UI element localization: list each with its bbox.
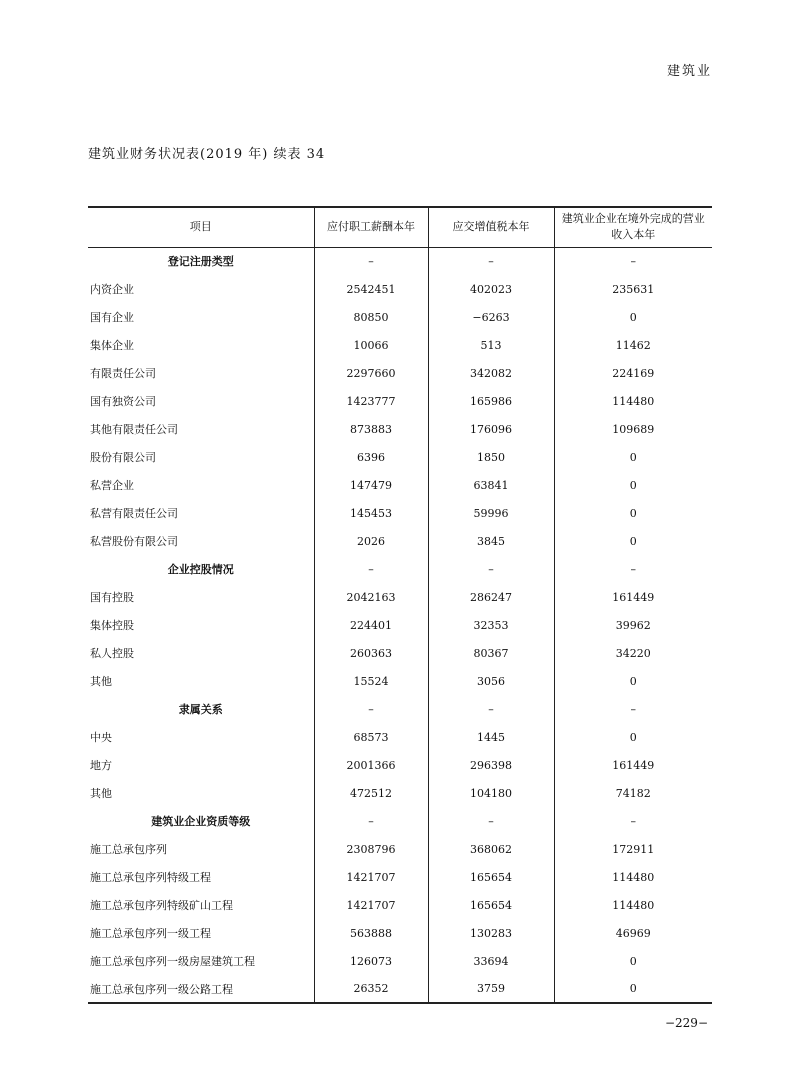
group-row (88, 807, 712, 835)
table-cell: 2001366 (314, 751, 428, 779)
table-row (88, 611, 712, 639)
table-row (88, 303, 712, 331)
table-cell: – (554, 555, 712, 583)
row-label: 集体企业 (90, 339, 134, 352)
table-cell: 2542451 (314, 275, 428, 303)
row-label: 其他有限责任公司 (90, 423, 178, 436)
table-cell: 161449 (554, 583, 712, 611)
row-label: 施工总承包序列 (90, 843, 167, 856)
table-cell: 126073 (314, 947, 428, 975)
table-cell: 165654 (428, 891, 554, 919)
table-cell: 130283 (428, 919, 554, 947)
table-cell: – (428, 695, 554, 723)
table-cell: 0 (554, 303, 712, 331)
table-row (88, 359, 712, 387)
table-row (88, 919, 712, 947)
table-cell: 2042163 (314, 583, 428, 611)
group-row (88, 555, 712, 583)
table-cell: 26352 (314, 975, 428, 1003)
table-cell: – (428, 247, 554, 275)
table-cell: 68573 (314, 723, 428, 751)
row-label: 私营有限责任公司 (90, 507, 178, 520)
table-row (88, 415, 712, 443)
table-cell: 235631 (554, 275, 712, 303)
table-cell: 145453 (314, 499, 428, 527)
table-cell: 80367 (428, 639, 554, 667)
table-cell: 472512 (314, 779, 428, 807)
table-cell: −6263 (428, 303, 554, 331)
table-cell: 0 (554, 947, 712, 975)
table-row (88, 331, 712, 359)
row-label: 其他 (90, 787, 112, 800)
row-label: 施工总承包序列一级房屋建筑工程 (90, 955, 255, 968)
table-cell: 224169 (554, 359, 712, 387)
row-label: 集体控股 (90, 619, 134, 632)
table-cell: 109689 (554, 415, 712, 443)
table-cell: 114480 (554, 863, 712, 891)
row-label: 有限责任公司 (90, 367, 156, 380)
row-label: 内资企业 (90, 283, 134, 296)
table-cell: 32353 (428, 611, 554, 639)
table-cell: 11462 (554, 331, 712, 359)
table-row (88, 779, 712, 807)
table-cell: 2308796 (314, 835, 428, 863)
table-cell: 161449 (554, 751, 712, 779)
table-row (88, 751, 712, 779)
table-cell: – (554, 247, 712, 275)
table-cell: 6396 (314, 443, 428, 471)
table-row (88, 947, 712, 975)
table-cell: 873883 (314, 415, 428, 443)
header-row (88, 207, 712, 247)
row-label: 施工总承包序列特级矿山工程 (90, 899, 233, 912)
table-caption: 建筑业财务状况表(2019 年) 续表 34 (88, 147, 326, 162)
column-header: 应交增值税本年 (428, 207, 554, 247)
table-cell: 1423777 (314, 387, 428, 415)
table-cell: 80850 (314, 303, 428, 331)
table-cell: 165654 (428, 863, 554, 891)
table-cell: 3759 (428, 975, 554, 1003)
row-label: 私营股份有限公司 (90, 535, 178, 548)
table-cell: – (314, 247, 428, 275)
table-cell: 2297660 (314, 359, 428, 387)
table-cell: 165986 (428, 387, 554, 415)
table-cell: 0 (554, 471, 712, 499)
row-label: 施工总承包序列一级工程 (90, 927, 211, 940)
table-row (88, 639, 712, 667)
table-cell: 2026 (314, 527, 428, 555)
group-label: 建筑业企业资质等级 (151, 815, 251, 828)
table-cell: – (314, 555, 428, 583)
table-cell: 172911 (554, 835, 712, 863)
column-header: 建筑业企业在境外完成的营业收入本年 (554, 207, 712, 247)
group-row (88, 247, 712, 275)
table-cell: 0 (554, 723, 712, 751)
table-cell: – (314, 807, 428, 835)
table-row (88, 527, 712, 555)
table-row (88, 975, 712, 1003)
table-cell: – (428, 807, 554, 835)
table-cell: 46969 (554, 919, 712, 947)
row-label: 其他 (90, 675, 112, 688)
table-row (88, 723, 712, 751)
table-row (88, 863, 712, 891)
table-row (88, 499, 712, 527)
table-row (88, 835, 712, 863)
table-cell: 0 (554, 975, 712, 1003)
table-row (88, 667, 712, 695)
table-cell: 33694 (428, 947, 554, 975)
column-header: 应付职工薪酬本年 (314, 207, 428, 247)
table-cell: 104180 (428, 779, 554, 807)
table-cell: 176096 (428, 415, 554, 443)
group-label: 企业控股情况 (167, 563, 234, 576)
table-cell: 296398 (428, 751, 554, 779)
group-row (88, 695, 712, 723)
table-cell: 34220 (554, 639, 712, 667)
table-cell: 63841 (428, 471, 554, 499)
table-cell: 39962 (554, 611, 712, 639)
row-label: 国有独资公司 (90, 395, 156, 408)
row-label: 地方 (90, 759, 112, 772)
section-header: 建筑业 (666, 64, 712, 79)
table-cell: 0 (554, 667, 712, 695)
table-cell: 74182 (554, 779, 712, 807)
table-cell: 342082 (428, 359, 554, 387)
table-cell: 1421707 (314, 891, 428, 919)
table-cell: 224401 (314, 611, 428, 639)
table-cell: 3845 (428, 527, 554, 555)
table-cell: 1421707 (314, 863, 428, 891)
table-cell: – (314, 695, 428, 723)
table-cell: 10066 (314, 331, 428, 359)
table-cell: – (428, 555, 554, 583)
table-row (88, 583, 712, 611)
table-cell: 114480 (554, 891, 712, 919)
row-label: 施工总承包序列一级公路工程 (88, 975, 314, 1003)
row-label: 国有企业 (90, 311, 134, 324)
table-cell: – (554, 807, 712, 835)
table-cell: 1850 (428, 443, 554, 471)
table-row (88, 443, 712, 471)
table-cell: 513 (428, 331, 554, 359)
table-cell: 1445 (428, 723, 554, 751)
row-label: 私营企业 (90, 479, 134, 492)
table-row (88, 471, 712, 499)
table-body (88, 247, 712, 1003)
table-row (88, 275, 712, 303)
row-label: 国有控股 (90, 591, 134, 604)
row-label: 私人控股 (90, 647, 134, 660)
column-header: 项目 (88, 207, 314, 247)
row-label: 施工总承包序列特级工程 (90, 871, 211, 884)
table-cell: – (554, 695, 712, 723)
table-row (88, 891, 712, 919)
group-label: 登记注册类型 (167, 255, 234, 269)
table-cell: 402023 (428, 275, 554, 303)
table-cell: 563888 (314, 919, 428, 947)
table-cell: 147479 (314, 471, 428, 499)
row-label: 中央 (90, 731, 112, 744)
group-label: 隶属关系 (178, 703, 223, 716)
table-row (88, 387, 712, 415)
page-number: −229− (664, 1016, 708, 1030)
table-cell: 0 (554, 499, 712, 527)
table-cell: 0 (554, 443, 712, 471)
table-cell: 15524 (314, 667, 428, 695)
row-label: 股份有限公司 (90, 451, 156, 464)
financial-table (88, 206, 712, 1004)
table-cell: 59996 (428, 499, 554, 527)
table-cell: 286247 (428, 583, 554, 611)
table-cell: 0 (554, 527, 712, 555)
table-cell: 368062 (428, 835, 554, 863)
table-cell: 260363 (314, 639, 428, 667)
table-cell: 114480 (554, 387, 712, 415)
table-cell: 3056 (428, 667, 554, 695)
